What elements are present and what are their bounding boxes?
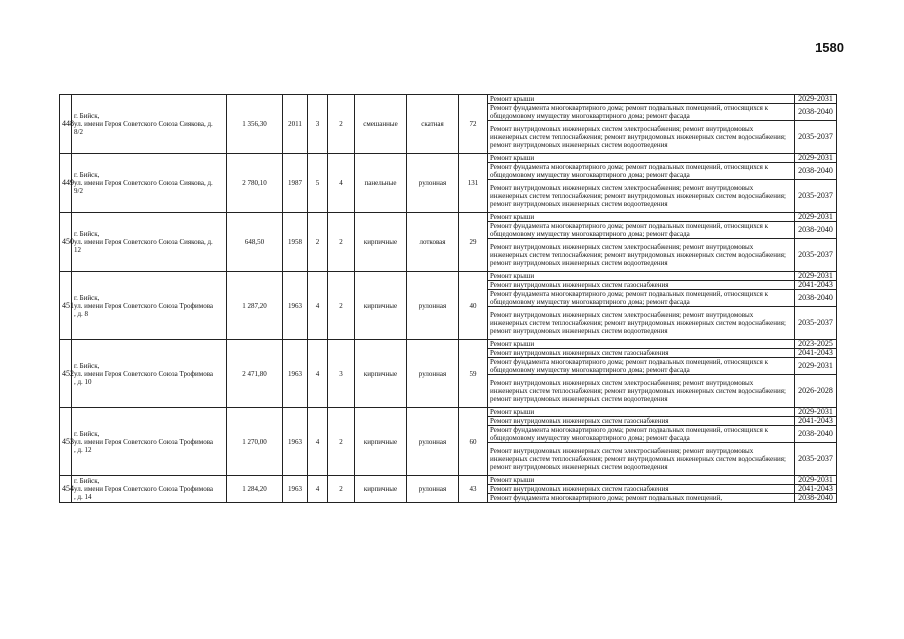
row-number: 448 <box>60 95 72 154</box>
work-period: 2041-2043 <box>795 417 837 426</box>
roof-cell: лотковая <box>407 213 459 272</box>
entrances-cell: 3 <box>328 340 355 408</box>
work-period: 2035-2037 <box>795 121 837 154</box>
address-line: г. Бийск, <box>74 230 100 238</box>
area-cell: 648,50 <box>227 213 283 272</box>
work-description: Ремонт фундамента многоквартирного дома; ремонт подвальных помещений, относящихся к общедомовому имуществу многоквартирного дома; ремонт фасада <box>488 104 795 121</box>
roof-cell: рулонная <box>407 476 459 503</box>
address-line: ул. имени Героя Советского Союза Сиякова, д. <box>74 120 213 128</box>
work-description: Ремонт фундамента многоквартирного дома; ремонт подвальных помещений, относящихся к общедомовому имуществу многоквартирного дома; ремонт фасада <box>488 290 795 307</box>
year-cell: 1963 <box>283 340 308 408</box>
address-cell <box>72 408 227 476</box>
work-description: Ремонт внутридомовых инженерных систем электроснабжения; ремонт внутридомовых инженерных систем теплоснабжения; ремонт внутридомовых инженерных систем водоснабжения; ремонт внутридомовых инженерных систем водоотведения <box>488 375 795 408</box>
page-number: 1580 <box>815 40 844 55</box>
work-period: 2029-2031 <box>795 476 837 485</box>
table-row <box>60 340 837 349</box>
address-line: 9/2 <box>74 187 83 195</box>
year-cell: 1963 <box>283 476 308 503</box>
address-line: г. Бийск, <box>74 112 100 120</box>
work-period: 2041-2043 <box>795 281 837 290</box>
work-period: 2038-2040 <box>795 163 837 180</box>
count-cell: 29 <box>459 213 488 272</box>
address-line: ул. имени Героя Советского Союза Трофимова <box>74 369 214 378</box>
roof-cell: рулонная <box>407 408 459 476</box>
table-row <box>60 272 837 281</box>
work-period: 2029-2031 <box>795 358 837 375</box>
work-period: 2023-2025 <box>795 340 837 349</box>
address-cell <box>72 340 227 408</box>
address-cell <box>72 213 227 272</box>
address-line: г. Бийск, <box>74 429 100 438</box>
count-cell: 59 <box>459 340 488 408</box>
address-line: г. Бийск, <box>74 293 100 302</box>
work-period: 2026-2028 <box>795 375 837 408</box>
work-description: Ремонт фундамента многоквартирного дома; ремонт подвальных помещений, <box>488 494 795 503</box>
work-period: 2035-2037 <box>795 443 837 476</box>
floors-cell: 5 <box>308 154 328 213</box>
year-cell: 2011 <box>283 95 308 154</box>
work-description: Ремонт крыши <box>488 154 795 163</box>
table-row <box>60 213 837 222</box>
work-period: 2038-2040 <box>795 222 837 239</box>
table-body <box>60 95 837 503</box>
work-period: 2035-2037 <box>795 239 837 272</box>
address-line: ул. имени Героя Советского Союза Трофимова <box>74 301 214 310</box>
work-description: Ремонт внутридомовых инженерных систем электроснабжения; ремонт внутридомовых инженерных систем теплоснабжения; ремонт внутридомовых инженерных систем водоснабжения; ремонт внутридомовых инженерных систем водоотведения <box>488 443 795 476</box>
work-description: Ремонт внутридомовых инженерных систем электроснабжения; ремонт внутридомовых инженерных систем теплоснабжения; ремонт внутридомовых инженерных систем водоснабжения; ремонт внутридомовых инженерных систем водоотведения <box>488 121 795 154</box>
address-line: , д. 10 <box>74 377 92 386</box>
entrances-cell: 4 <box>328 154 355 213</box>
walls-cell: кирпичные <box>355 272 407 340</box>
work-description: Ремонт фундамента многоквартирного дома; ремонт подвальных помещений, относящихся к общедомовому имуществу многоквартирного дома; ремонт фасада <box>488 426 795 443</box>
work-description: Ремонт крыши <box>488 95 795 104</box>
address-line: г. Бийск, <box>74 477 100 485</box>
work-period: 2035-2037 <box>795 307 837 340</box>
count-cell: 72 <box>459 95 488 154</box>
work-period: 2029-2031 <box>795 154 837 163</box>
work-description: Ремонт крыши <box>488 340 795 349</box>
address-cell <box>72 476 227 503</box>
work-period: 2029-2031 <box>795 95 837 104</box>
year-cell: 1987 <box>283 154 308 213</box>
address-line: , д. 14 <box>74 493 92 501</box>
work-description: Ремонт внутридомовых инженерных систем электроснабжения; ремонт внутридомовых инженерных систем теплоснабжения; ремонт внутридомовых инженерных систем водоснабжения; ремонт внутридомовых инженерных систем водоотведения <box>488 239 795 272</box>
table-row <box>60 476 837 485</box>
work-description: Ремонт крыши <box>488 272 795 281</box>
address-line: , д. 8 <box>74 309 89 318</box>
address-cell <box>72 95 227 154</box>
year-cell: 1958 <box>283 213 308 272</box>
area-cell: 1 287,20 <box>227 272 283 340</box>
address-line: ул. имени Героя Советского Союза Сиякова, д. <box>74 238 213 246</box>
address-line: 8/2 <box>74 128 83 136</box>
count-cell: 60 <box>459 408 488 476</box>
roof-cell: скатная <box>407 95 459 154</box>
row-number: 449 <box>60 154 72 213</box>
work-description: Ремонт крыши <box>488 213 795 222</box>
work-period: 2029-2031 <box>795 408 837 417</box>
address-line: 12 <box>74 246 81 254</box>
work-period: 2041-2043 <box>795 485 837 494</box>
work-period: 2035-2037 <box>795 180 837 213</box>
address-line: ул. имени Героя Советского Союза Сиякова, д. <box>74 179 213 187</box>
roof-cell: рулонная <box>407 272 459 340</box>
entrances-cell: 2 <box>328 272 355 340</box>
row-number: 452 <box>60 340 72 408</box>
work-description: Ремонт внутридомовых инженерных систем газоснабжения <box>488 349 795 358</box>
work-description: Ремонт фундамента многоквартирного дома; ремонт подвальных помещений, относящихся к общедомовому имуществу многоквартирного дома; ремонт фасада <box>488 163 795 180</box>
work-description: Ремонт фундамента многоквартирного дома; ремонт подвальных помещений, относящихся к общедомовому имуществу многоквартирного дома; ремонт фасада <box>488 222 795 239</box>
year-cell: 1963 <box>283 272 308 340</box>
address-cell <box>72 154 227 213</box>
work-description: Ремонт фундамента многоквартирного дома; ремонт подвальных помещений, относящихся к общедомовому имуществу многоквартирного дома; ремонт фасада <box>488 358 795 375</box>
work-period: 2029-2031 <box>795 272 837 281</box>
roof-cell: рулонная <box>407 340 459 408</box>
count-cell: 131 <box>459 154 488 213</box>
walls-cell: смешанные <box>355 95 407 154</box>
walls-cell: кирпичные <box>355 340 407 408</box>
address-line: ул. имени Героя Советского Союза Трофимова <box>74 485 214 493</box>
row-number: 450 <box>60 213 72 272</box>
area-cell: 2 471,80 <box>227 340 283 408</box>
area-cell: 1 356,30 <box>227 95 283 154</box>
work-period: 2029-2031 <box>795 213 837 222</box>
work-period: 2038-2040 <box>795 104 837 121</box>
entrances-cell: 2 <box>328 476 355 503</box>
work-description: Ремонт внутридомовых инженерных систем газоснабжения <box>488 281 795 290</box>
work-period: 2038-2040 <box>795 290 837 307</box>
row-number: 451 <box>60 272 72 340</box>
table-row <box>60 95 837 104</box>
walls-cell: панельные <box>355 154 407 213</box>
floors-cell: 4 <box>308 272 328 340</box>
floors-cell: 4 <box>308 476 328 503</box>
work-description: Ремонт внутридомовых инженерных систем электроснабжения; ремонт внутридомовых инженерных систем теплоснабжения; ремонт внутридомовых инженерных систем водоснабжения; ремонт внутридомовых инженерных систем водоотведения <box>488 307 795 340</box>
housing-repair-table <box>59 94 837 503</box>
entrances-cell: 2 <box>328 95 355 154</box>
work-description: Ремонт внутридомовых инженерных систем электроснабжения; ремонт внутридомовых инженерных систем теплоснабжения; ремонт внутридомовых инженерных систем водоснабжения; ремонт внутридомовых инженерных систем водоотведения <box>488 180 795 213</box>
floors-cell: 4 <box>308 340 328 408</box>
table-row <box>60 408 837 417</box>
row-number: 454 <box>60 476 72 503</box>
area-cell: 2 780,10 <box>227 154 283 213</box>
work-description: Ремонт внутридомовых инженерных систем газоснабжения <box>488 485 795 494</box>
work-period: 2038-2040 <box>795 426 837 443</box>
count-cell: 43 <box>459 476 488 503</box>
floors-cell: 4 <box>308 408 328 476</box>
walls-cell: кирпичные <box>355 476 407 503</box>
year-cell: 1963 <box>283 408 308 476</box>
walls-cell: кирпичные <box>355 213 407 272</box>
work-period: 2038-2040 <box>795 494 837 503</box>
work-description: Ремонт крыши <box>488 476 795 485</box>
floors-cell: 2 <box>308 213 328 272</box>
roof-cell: рулонная <box>407 154 459 213</box>
entrances-cell: 2 <box>328 213 355 272</box>
work-description: Ремонт крыши <box>488 408 795 417</box>
row-number: 453 <box>60 408 72 476</box>
walls-cell: кирпичные <box>355 408 407 476</box>
area-cell: 1 270,00 <box>227 408 283 476</box>
floors-cell: 3 <box>308 95 328 154</box>
area-cell: 1 284,20 <box>227 476 283 503</box>
address-line: г. Бийск, <box>74 361 100 370</box>
work-period: 2041-2043 <box>795 349 837 358</box>
work-description: Ремонт внутридомовых инженерных систем газоснабжения <box>488 417 795 426</box>
table-row <box>60 154 837 163</box>
address-line: г. Бийск, <box>74 171 100 179</box>
entrances-cell: 2 <box>328 408 355 476</box>
address-line: ул. имени Героя Советского Союза Трофимова <box>74 437 214 446</box>
address-cell <box>72 272 227 340</box>
count-cell: 40 <box>459 272 488 340</box>
address-line: , д. 12 <box>74 445 92 454</box>
